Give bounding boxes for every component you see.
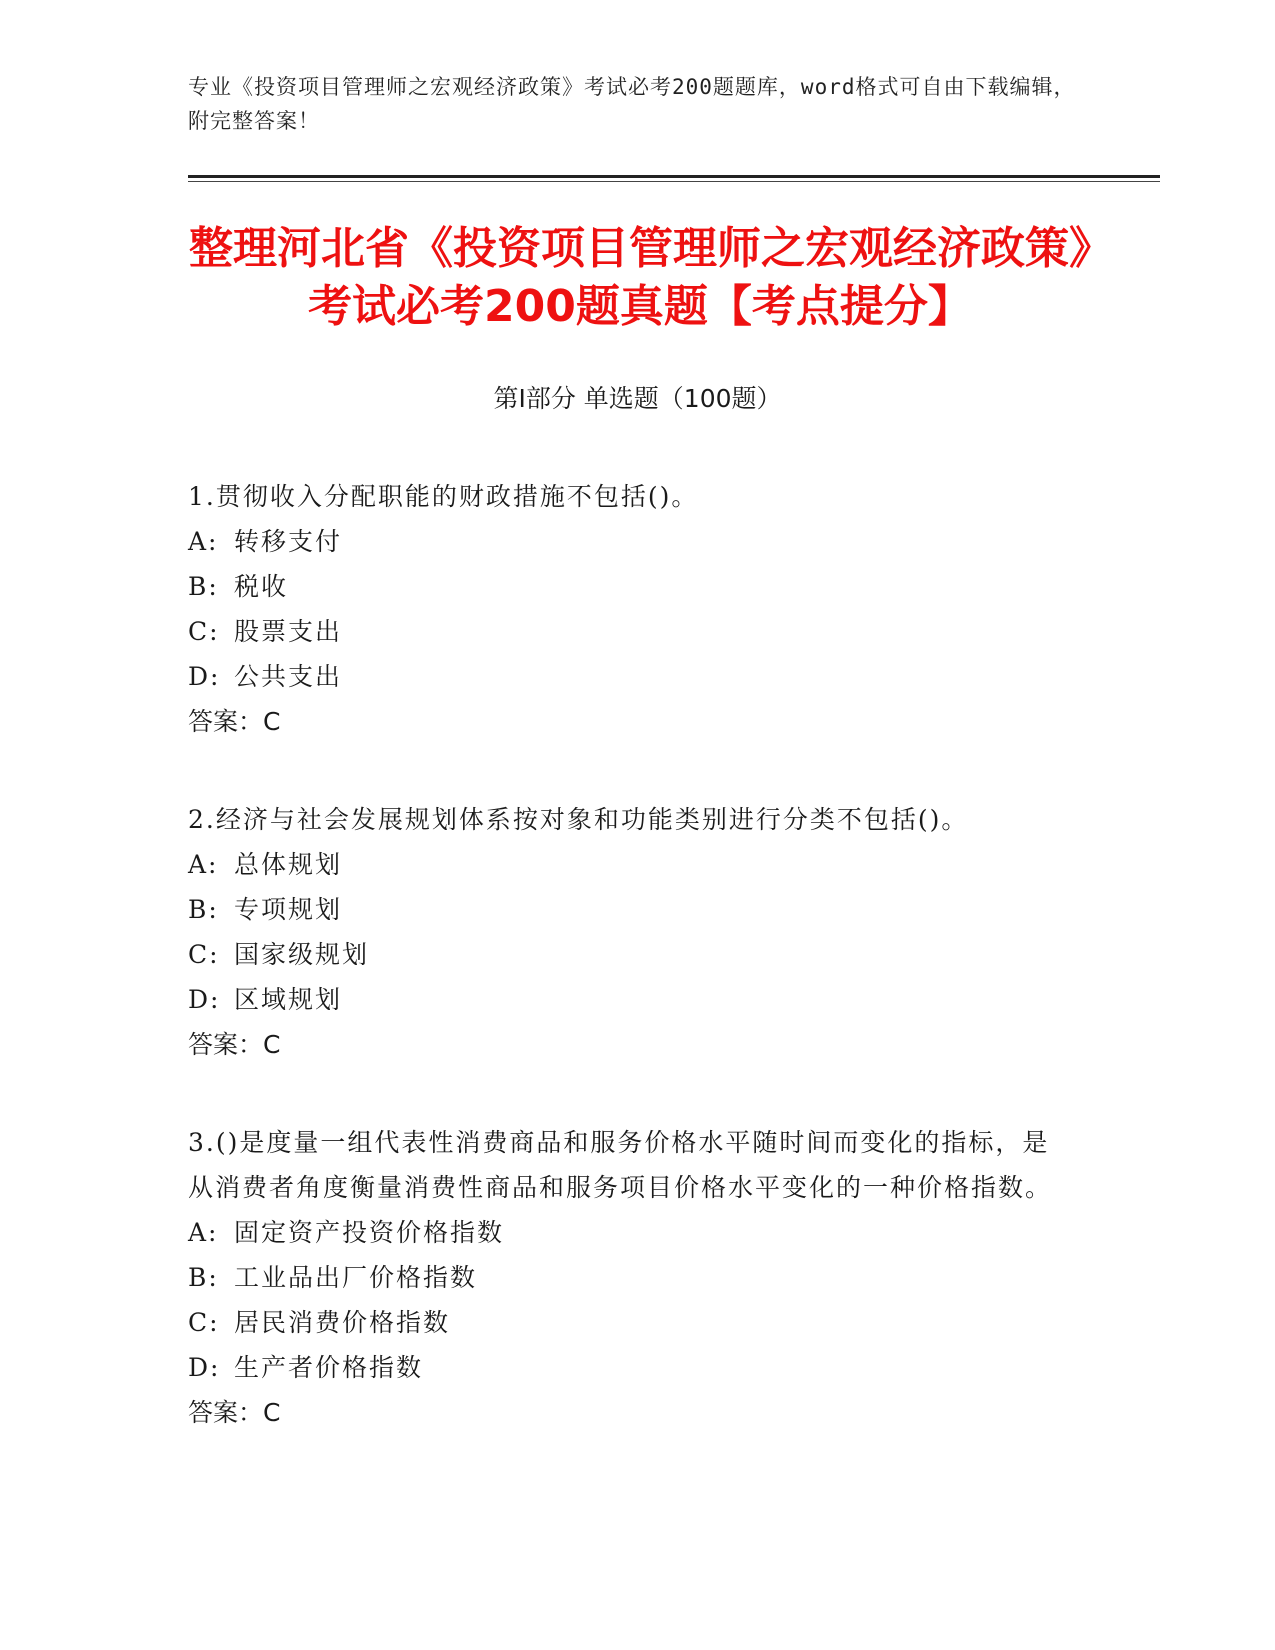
option-text: 转移支付 bbox=[234, 527, 343, 556]
option-text: 国家级规划 bbox=[234, 940, 370, 969]
option-key: A: bbox=[188, 1218, 219, 1247]
option-text: 区域规划 bbox=[234, 985, 343, 1014]
option-key: B: bbox=[188, 895, 219, 924]
option-d bbox=[188, 1345, 1068, 1390]
option-text: 税收 bbox=[234, 572, 289, 601]
option-text: 公共支出 bbox=[234, 662, 343, 691]
option-key: C: bbox=[188, 617, 220, 646]
option-key: A: bbox=[188, 527, 219, 556]
option-b bbox=[188, 887, 1068, 932]
question-stem: 3.()是度量一组代表性消费商品和服务价格水平随时间而变化的指标，是从消费者角度衡量消费性商品和服务项目价格水平变化的一种价格指数。 bbox=[188, 1128, 1053, 1202]
option-a bbox=[188, 842, 1068, 887]
question-list bbox=[188, 474, 1068, 1488]
option-text: 工业品出厂价格指数 bbox=[234, 1263, 478, 1292]
option-key: B: bbox=[188, 572, 219, 601]
option-a bbox=[188, 519, 1068, 564]
question-2 bbox=[188, 797, 1068, 1067]
question-stem: 2.经济与社会发展规划体系按对象和功能类别进行分类不包括()。 bbox=[188, 805, 969, 834]
option-b bbox=[188, 1255, 1068, 1300]
option-key: A: bbox=[188, 850, 219, 879]
option-key: D: bbox=[188, 985, 221, 1014]
option-key: C: bbox=[188, 940, 220, 969]
answer-line: 答案：C bbox=[188, 707, 281, 736]
question-3 bbox=[188, 1120, 1068, 1435]
option-key: B: bbox=[188, 1263, 219, 1292]
option-key: D: bbox=[188, 662, 221, 691]
option-c bbox=[188, 609, 1068, 654]
option-text: 生产者价格指数 bbox=[234, 1353, 424, 1382]
question-stem: 1.贯彻收入分配职能的财政措施不包括()。 bbox=[188, 482, 699, 511]
header-divider-thin bbox=[188, 181, 1160, 182]
option-text: 专项规划 bbox=[234, 895, 343, 924]
option-text: 总体规划 bbox=[234, 850, 343, 879]
answer-line: 答案：C bbox=[188, 1030, 281, 1059]
option-c bbox=[188, 1300, 1068, 1345]
option-b bbox=[188, 564, 1068, 609]
option-key: C: bbox=[188, 1308, 220, 1337]
header-note: 专业《投资项目管理师之宏观经济政策》考试必考200题题库，word格式可自由下载编辑，附完整答案！ bbox=[188, 75, 1076, 133]
header-divider-thick bbox=[188, 175, 1160, 178]
option-text: 股票支出 bbox=[234, 617, 343, 646]
option-text: 固定资产投资价格指数 bbox=[234, 1218, 505, 1247]
option-text: 居民消费价格指数 bbox=[234, 1308, 451, 1337]
option-d bbox=[188, 977, 1068, 1022]
option-c bbox=[188, 932, 1068, 977]
question-1 bbox=[188, 474, 1068, 744]
document-title: 整理河北省《投资项目管理师之宏观经济政策》考试必考200题真题【考点提分】 bbox=[189, 223, 1091, 332]
option-key: D: bbox=[188, 1353, 221, 1382]
option-a bbox=[188, 1210, 1068, 1255]
option-d bbox=[188, 654, 1068, 699]
answer-line: 答案：C bbox=[188, 1398, 281, 1427]
section-heading: 第Ⅰ部分 单选题（100题） bbox=[493, 384, 782, 413]
